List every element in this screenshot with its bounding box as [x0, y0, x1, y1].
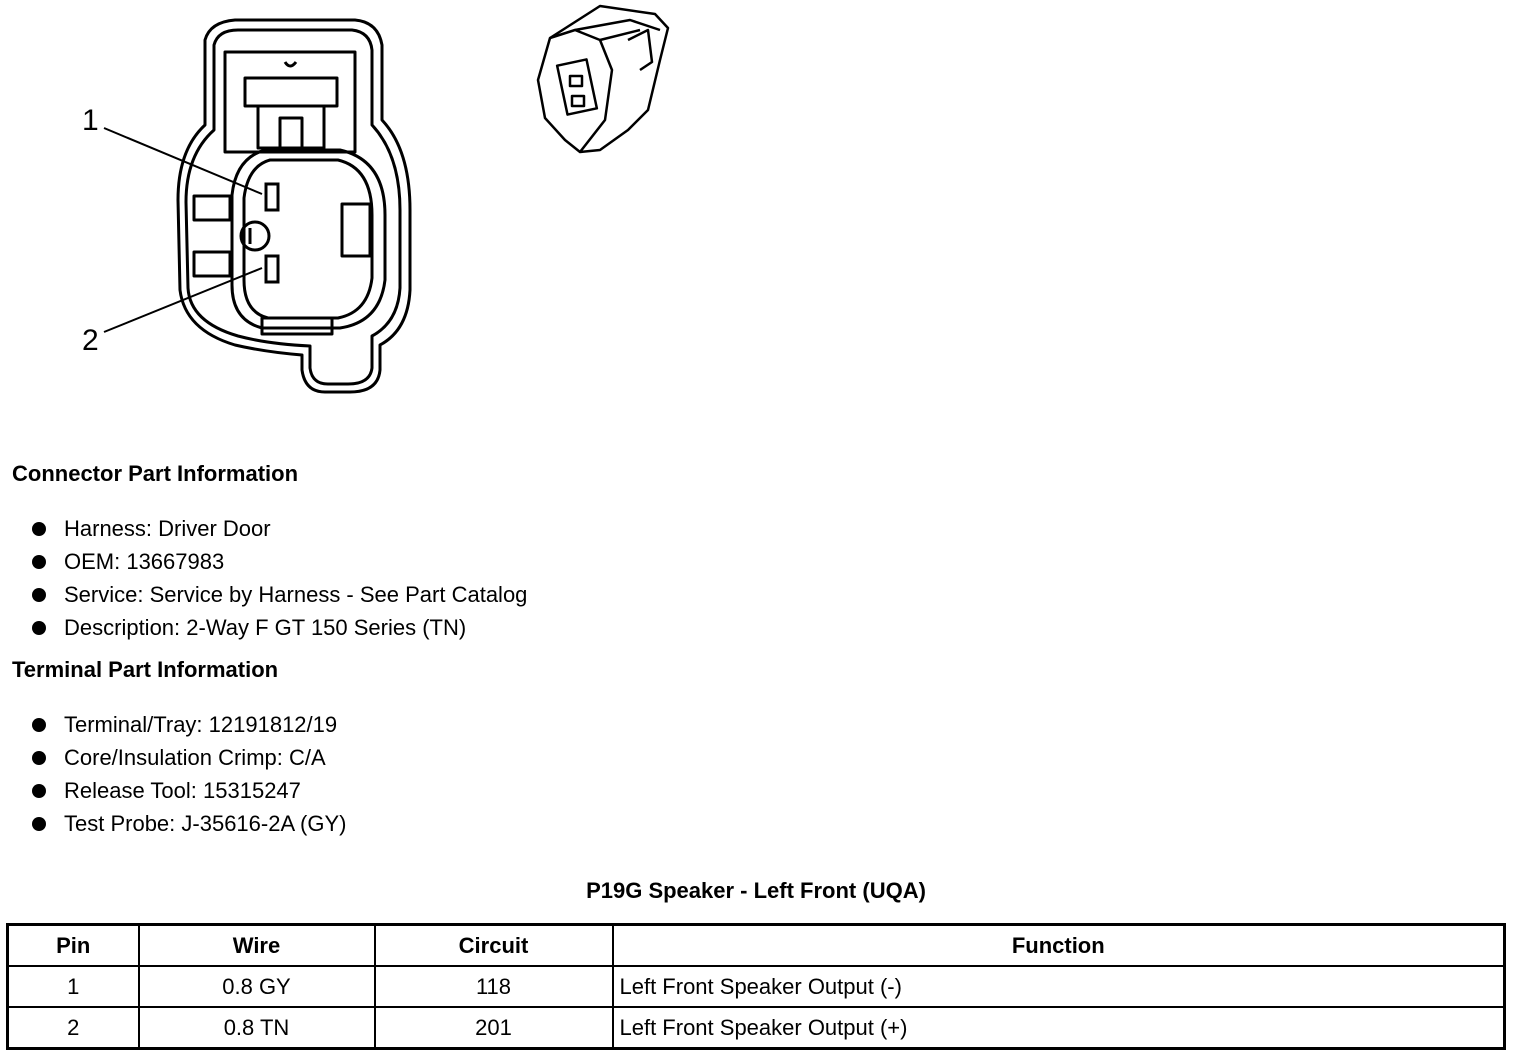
list-item: Description: 2-Way F GT 150 Series (TN) [30, 611, 527, 644]
list-item: Terminal/Tray: 12191812/19 [30, 708, 346, 741]
bullet-icon [32, 817, 46, 831]
terminal-info-list [30, 708, 346, 840]
callout-leader-1 [104, 128, 262, 194]
terminal-slot-1 [266, 184, 278, 210]
bullet-icon [32, 588, 46, 602]
cell-circuit: 201 [375, 1007, 613, 1049]
connector-illustration [0, 0, 700, 420]
callout-label-2: 2 [82, 324, 99, 357]
cell-circuit: 118 [375, 966, 613, 1007]
table-title: P19G Speaker - Left Front (UQA) [586, 878, 926, 903]
header-wire: Wire [139, 925, 375, 967]
header-pin: Pin [8, 925, 139, 967]
list-item: Test Probe: J-35616-2A (GY) [30, 807, 346, 840]
bullet-icon [32, 751, 46, 765]
table-row [8, 966, 1505, 1007]
terminal-info-heading: Terminal Part Information [12, 657, 279, 682]
terminal-slot-2 [266, 256, 278, 282]
cell-wire: 0.8 TN [139, 1007, 375, 1049]
bullet-icon [32, 621, 46, 635]
list-item: Harness: Driver Door [30, 512, 527, 545]
connector-face-drawing [0, 0, 700, 420]
connector-info-heading: Connector Part Information [12, 461, 299, 486]
header-function: Function [613, 925, 1505, 967]
callout-leader-2 [104, 268, 262, 332]
cell-pin: 2 [8, 1007, 139, 1049]
bullet-icon [32, 522, 46, 536]
bullet-icon [32, 718, 46, 732]
cell-wire: 0.8 GY [139, 966, 375, 1007]
bullet-icon [32, 784, 46, 798]
header-circuit: Circuit [375, 925, 613, 967]
connector-3d-view [538, 6, 668, 152]
list-item: Release Tool: 15315247 [30, 774, 346, 807]
cell-pin: 1 [8, 966, 139, 1007]
list-item: Service: Service by Harness - See Part Catalog [30, 578, 527, 611]
callout-label-1: 1 [82, 104, 99, 137]
cell-function: Left Front Speaker Output (+) [613, 1007, 1505, 1049]
bullet-icon [32, 555, 46, 569]
list-item: OEM: 13667983 [30, 545, 527, 578]
list-item: Core/Insulation Crimp: C/A [30, 741, 346, 774]
table-header-row [8, 925, 1505, 967]
table-row [8, 1007, 1505, 1049]
pinout-table [6, 923, 1506, 1050]
connector-info-list [30, 512, 527, 644]
cell-function: Left Front Speaker Output (-) [613, 966, 1505, 1007]
